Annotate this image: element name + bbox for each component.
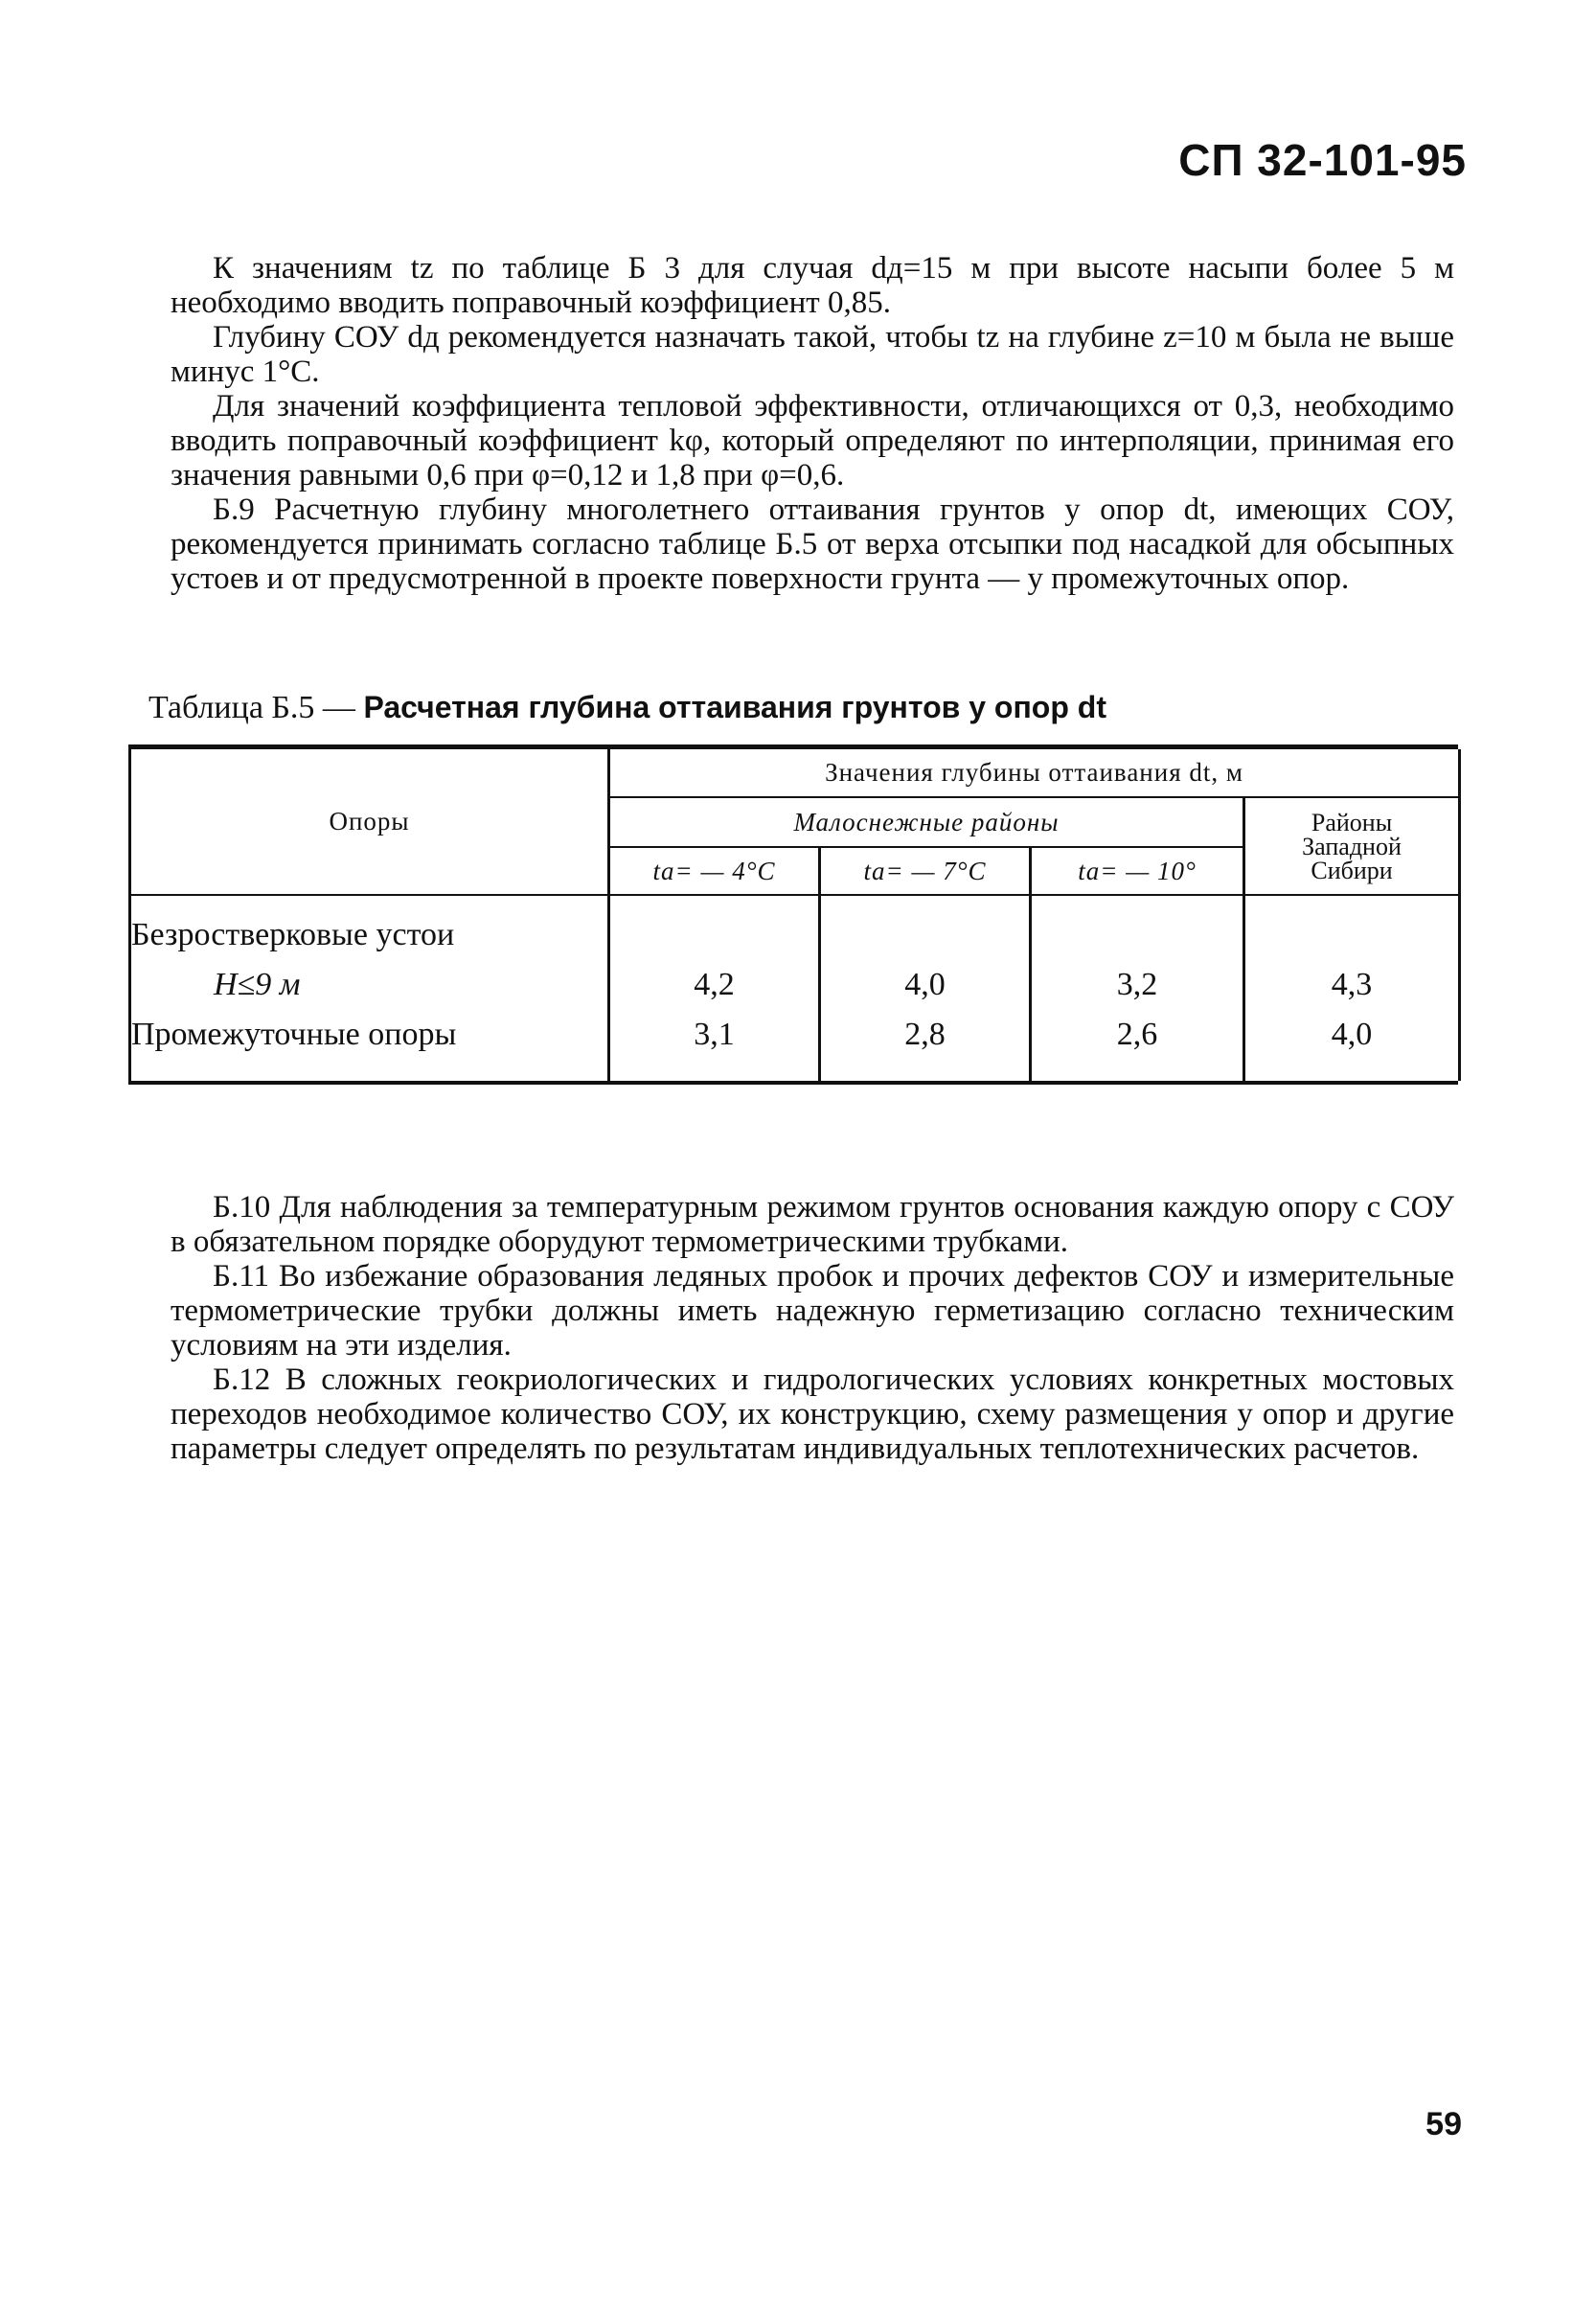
header-region-line: Сибири	[1311, 856, 1393, 884]
table-row	[130, 910, 1460, 960]
table-caption	[148, 690, 1106, 726]
header-low-snow: Малоснежные районы	[609, 797, 1244, 847]
cell-value	[1031, 910, 1244, 960]
header-temp: ta= — 7°C	[820, 847, 1031, 895]
header-thaw-depth: Значения глубины оттаивания dt, м	[609, 749, 1460, 797]
header-west-siberia	[1244, 797, 1460, 895]
paragraph: Б.12 В сложных геокриологических и гидрологических условиях конкретных мостовых переходов необходимое количество СОУ, их конструкцию, схему размещения у опор и другие параметры следует определять по результатам индивидуальных теплотехнических расчетов.	[171, 1363, 1454, 1466]
table-row	[130, 960, 1460, 1010]
cell-value: 4,3	[1244, 960, 1460, 1010]
row-label: H≤9 м	[130, 960, 609, 1010]
page-number: 59	[1425, 2106, 1462, 2142]
cell-value: 2,8	[820, 1010, 1031, 1060]
cell-value: 3,2	[1031, 960, 1244, 1010]
text-block-bottom	[171, 1190, 1454, 1466]
cell-value: 4,2	[609, 960, 820, 1010]
document-code: СП 32-101-95	[1178, 135, 1467, 185]
paragraph: Глубину СОУ dд рекомендуется назначать такой, чтобы tz на глубине z=10 м была не выше минус 1°С.	[171, 320, 1454, 389]
cell-value: 2,6	[1031, 1010, 1244, 1060]
paragraph: К значениям tz по таблице Б 3 для случая dд=15 м при высоте насыпи более 5 м необходимо вводить поправочный коэффициент 0,85.	[171, 251, 1454, 320]
header-temp: ta= — 4°C	[609, 847, 820, 895]
row-label: Промежуточные опоры	[130, 1010, 609, 1060]
cell-value: 4,0	[820, 960, 1031, 1010]
table-caption-prefix: Таблица Б.5 —	[148, 690, 364, 725]
paragraph: Б.10 Для наблюдения за температурным режимом грунтов основания каждую опору с СОУ в обязательном порядке оборудуют термометрическими трубками.	[171, 1190, 1454, 1259]
table-row	[130, 1010, 1460, 1060]
header-region-line: Западной	[1302, 832, 1402, 860]
data-table	[128, 749, 1461, 1081]
text-block-top	[171, 251, 1454, 596]
paragraph: Б.11 Во избежание образования ледяных пробок и прочих дефектов СОУ и измерительные термометрические трубки должны иметь надежную герметизацию согласно техническим условиям на эти изделия.	[171, 1259, 1454, 1363]
cell-value: 4,0	[1244, 1010, 1460, 1060]
header-supports: Опоры	[130, 749, 609, 895]
cell-value	[820, 910, 1031, 960]
header-region-line: Районы	[1311, 808, 1393, 836]
table-b5	[128, 744, 1458, 1085]
paragraph: Для значений коэффициента тепловой эффективности, отличающихся от 0,3, необходимо вводить поправочный коэффициент kφ, который определяют по интерполяции, принимая его значения равными 0,6 при φ=0,12 и 1,8 при φ=0,6.	[171, 389, 1454, 492]
table-bottom-rule	[128, 1081, 1458, 1085]
cell-value	[609, 910, 820, 960]
row-label: Безростверковые устои	[130, 910, 609, 960]
cell-value	[1244, 910, 1460, 960]
table-caption-title: Расчетная глубина оттаивания грунтов у опор dt	[363, 690, 1106, 724]
cell-value: 3,1	[609, 1010, 820, 1060]
header-temp: ta= — 10°	[1031, 847, 1244, 895]
paragraph: Б.9 Расчетную глубину многолетнего оттаивания грунтов у опор dt, имеющих СОУ, рекомендуется принимать согласно таблице Б.5 от верха отсыпки под насадкой для обсыпных устоев и от предусмотренной в проекте поверхности грунта — у промежуточных опор.	[171, 492, 1454, 596]
